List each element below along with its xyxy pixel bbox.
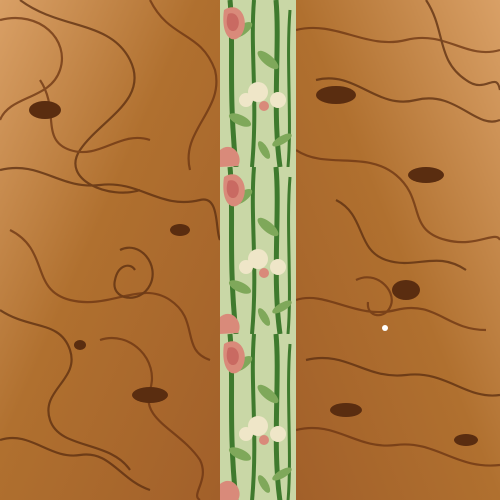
floral-tile-3 — [220, 334, 296, 500]
left-burl-wood-panel — [0, 0, 220, 500]
right-burl-wood-panel — [296, 0, 500, 500]
wood-knot — [29, 101, 61, 119]
left-wood-grain-art — [0, 0, 220, 500]
wood-knot — [316, 86, 356, 104]
wood-knot — [392, 280, 420, 300]
floral-strip-art — [220, 0, 296, 500]
right-wood-grain-art — [296, 0, 500, 500]
wood-knot — [330, 403, 362, 417]
wood-knot — [170, 224, 190, 236]
floral-tile-2 — [220, 167, 296, 334]
right-wood-base — [296, 0, 500, 500]
center-floral-strip — [220, 0, 296, 500]
wood-knot — [74, 340, 86, 350]
wood-knot — [454, 434, 478, 446]
wood-knot — [132, 387, 168, 403]
white-speck — [382, 325, 388, 331]
floral-tile-1 — [220, 0, 296, 167]
wood-knot — [408, 167, 444, 183]
